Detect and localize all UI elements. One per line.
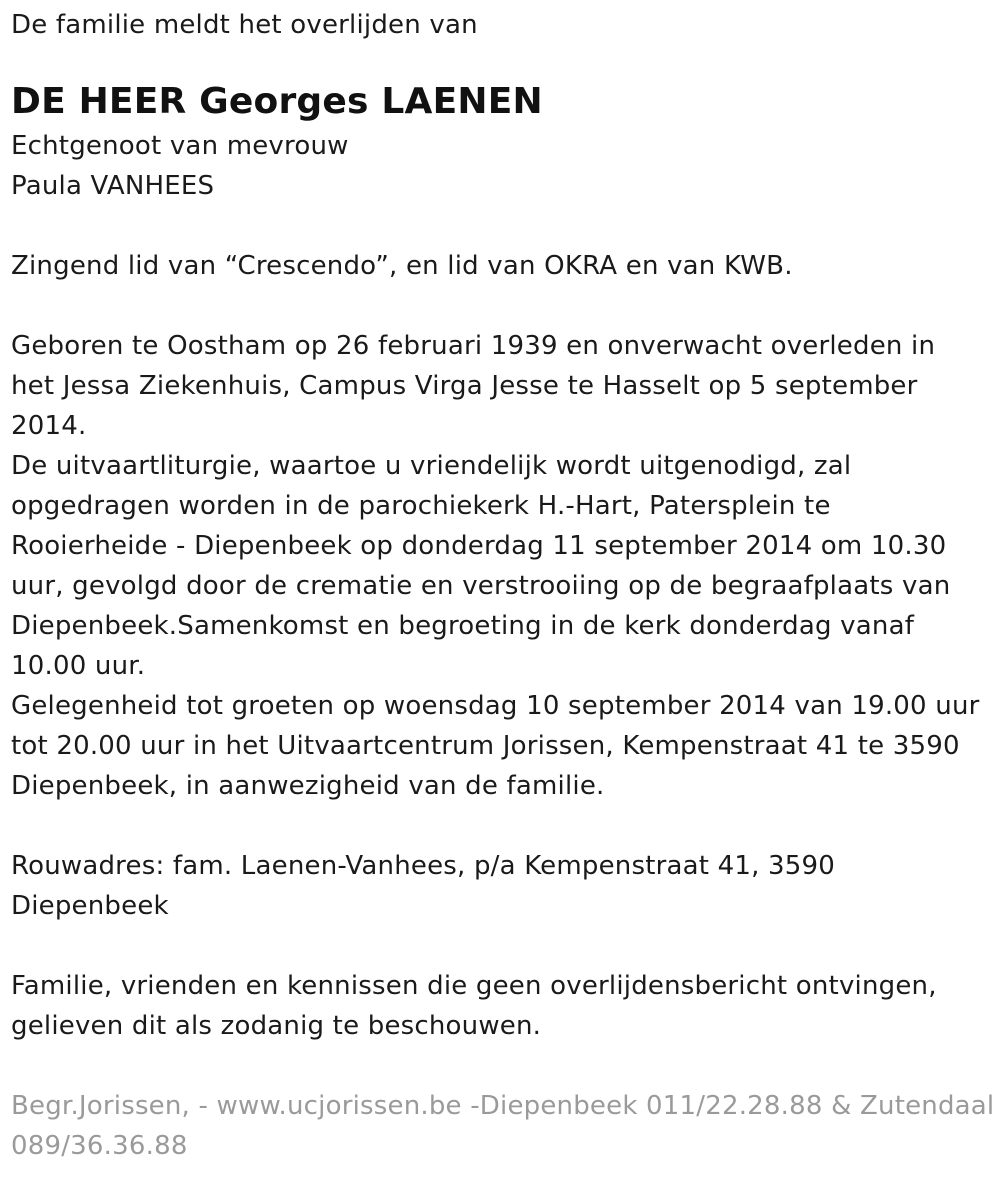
paragraph-line: tot 20.00 uur in het Uitvaartcentrum Jorissen, Kempenstraat 41 te 3590 xyxy=(11,731,960,761)
paragraph-line: Gelegenheid tot groeten op woensdag 10 september 2014 van 19.00 uur xyxy=(11,691,980,721)
closing-paragraph xyxy=(11,966,991,1046)
deceased-name: DE HEER Georges LAENEN xyxy=(11,81,543,122)
paragraph-line: uur, gevolgd door de crematie en verstrooiing op de begraafplaats van xyxy=(11,571,951,601)
address-paragraph xyxy=(11,846,991,926)
spacer xyxy=(11,206,991,246)
footer-line: Begr.Jorissen, - www.ucjorissen.be -Diepenbeek 011/22.28.88 & Zutendaal xyxy=(11,1091,995,1121)
paragraph-line: Geboren te Oostham op 26 februari 1939 en onverwacht overleden in xyxy=(11,331,936,361)
spacer xyxy=(11,806,991,846)
funeral-paragraph xyxy=(11,446,991,686)
membership-text: Zingend lid van “Crescendo”, en lid van OKRA en van KWB. xyxy=(11,251,793,281)
spacer xyxy=(11,1046,991,1086)
spacer xyxy=(11,286,991,326)
spouse-line-1: Echtgenoot van mevrouw xyxy=(11,131,349,161)
spacer xyxy=(11,926,991,966)
footer-line: 089/36.36.88 xyxy=(11,1131,188,1161)
paragraph-line: De uitvaartliturgie, waartoe u vriendelijk wordt uitgenodigd, zal xyxy=(11,451,852,481)
funeral-home-footer xyxy=(11,1086,995,1166)
paragraph-line: 2014. xyxy=(11,411,87,441)
paragraph-line: Diepenbeek, in aanwezigheid van de familie. xyxy=(11,771,605,801)
paragraph-line: 10.00 uur. xyxy=(11,651,146,681)
paragraph-line: gelieven dit als zodanig te beschouwen. xyxy=(11,1011,542,1041)
birth-death-paragraph xyxy=(11,326,991,446)
paragraph-line: het Jessa Ziekenhuis, Campus Virga Jesse te Hasselt op 5 september xyxy=(11,371,918,401)
paragraph-line: Rouwadres: fam. Laenen-Vanhees, p/a Kempenstraat 41, 3590 xyxy=(11,851,836,881)
intro-text: De familie meldt het overlijden van xyxy=(11,10,478,40)
paragraph-line: Diepenbeek.Samenkomst en begroeting in de kerk donderdag vanaf xyxy=(11,611,915,641)
paragraph-line: opgedragen worden in de parochiekerk H.-Hart, Patersplein te xyxy=(11,491,831,521)
spouse-line-2: Paula VANHEES xyxy=(11,171,215,201)
visitation-paragraph xyxy=(11,686,991,806)
paragraph-line: Rooierheide - Diepenbeek op donderdag 11 september 2014 om 10.30 xyxy=(11,531,947,561)
paragraph-line: Diepenbeek xyxy=(11,891,169,921)
paragraph-line: Familie, vrienden en kennissen die geen overlijdensbericht ontvingen, xyxy=(11,971,937,1001)
obituary-notice xyxy=(11,0,995,1166)
